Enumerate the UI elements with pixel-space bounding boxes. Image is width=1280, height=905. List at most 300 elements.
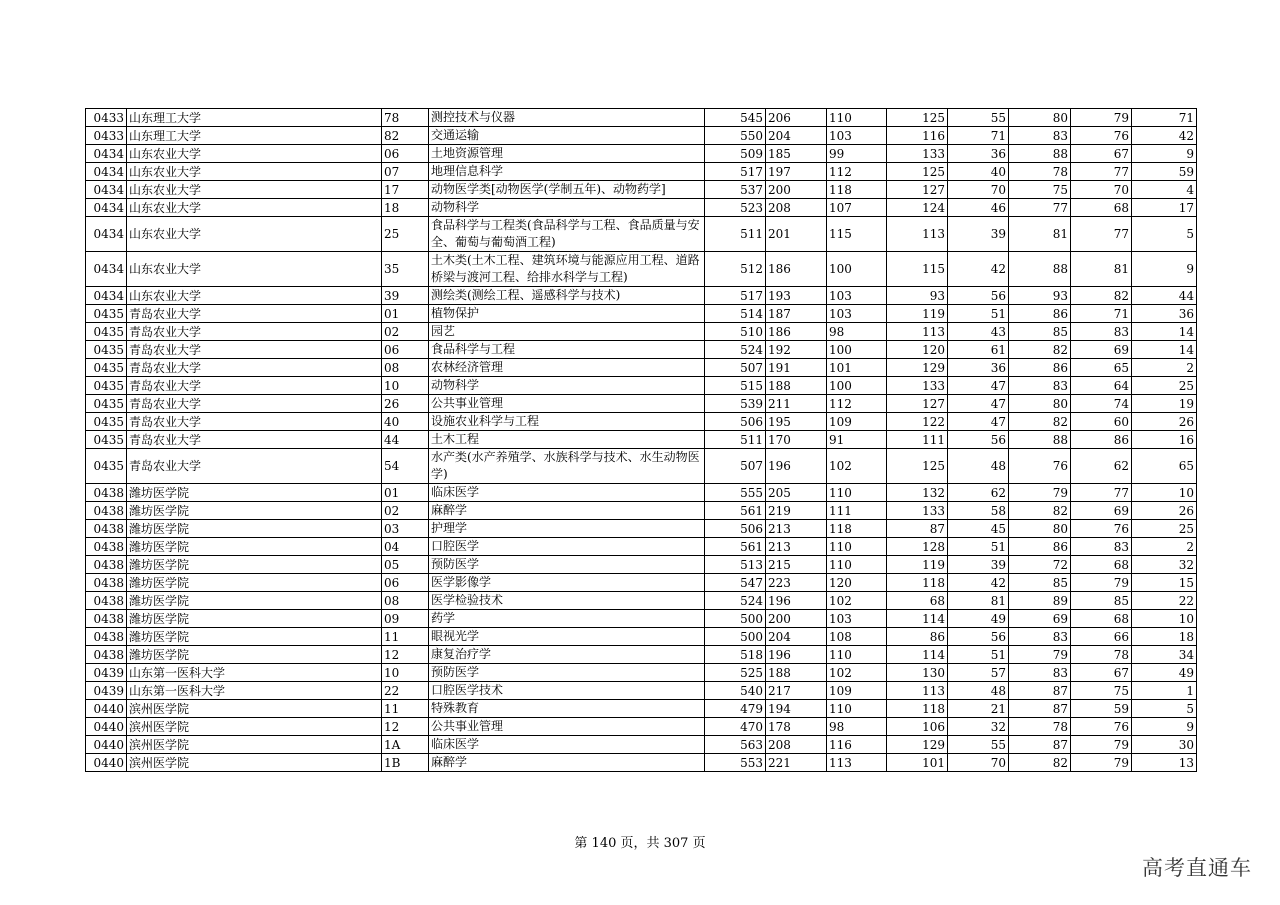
score-a-cell: 221 (766, 754, 827, 772)
score-g-cell: 9 (1132, 718, 1197, 736)
major-name-cell: 动物科学 (429, 377, 705, 395)
table-row (86, 217, 1197, 252)
score-c-cell: 93 (887, 287, 948, 305)
score-total-cell: 507 (705, 359, 766, 377)
score-c-cell: 125 (887, 163, 948, 181)
score-d-cell: 47 (948, 413, 1009, 431)
score-g-cell: 26 (1132, 502, 1197, 520)
table-row (86, 754, 1197, 772)
major-code-cell: 12 (382, 718, 429, 736)
score-d-cell: 47 (948, 395, 1009, 413)
score-b-cell: 98 (827, 323, 887, 341)
score-b-cell: 101 (827, 359, 887, 377)
major-name-cell: 动物科学 (429, 199, 705, 217)
major-code-cell: 02 (382, 323, 429, 341)
score-f-cell: 76 (1071, 520, 1132, 538)
major-code-cell: 11 (382, 700, 429, 718)
score-e-cell: 82 (1009, 413, 1071, 431)
score-d-cell: 56 (948, 628, 1009, 646)
score-d-cell: 45 (948, 520, 1009, 538)
score-c-cell: 129 (887, 359, 948, 377)
score-f-cell: 77 (1071, 484, 1132, 502)
major-code-cell: 10 (382, 377, 429, 395)
score-total-cell: 507 (705, 449, 766, 484)
score-total-cell: 506 (705, 520, 766, 538)
school-code-cell: 0434 (86, 199, 127, 217)
score-d-cell: 58 (948, 502, 1009, 520)
score-a-cell: 196 (766, 646, 827, 664)
score-c-cell: 68 (887, 592, 948, 610)
school-code-cell: 0435 (86, 323, 127, 341)
major-code-cell: 11 (382, 628, 429, 646)
score-d-cell: 21 (948, 700, 1009, 718)
school-name-cell: 滨州医学院 (127, 700, 382, 718)
score-a-cell: 205 (766, 484, 827, 502)
score-g-cell: 5 (1132, 217, 1197, 252)
score-e-cell: 82 (1009, 754, 1071, 772)
table-row (86, 646, 1197, 664)
score-d-cell: 36 (948, 145, 1009, 163)
table-row (86, 252, 1197, 287)
score-e-cell: 85 (1009, 574, 1071, 592)
major-code-cell: 08 (382, 592, 429, 610)
school-name-cell: 青岛农业大学 (127, 377, 382, 395)
major-name-cell: 眼视光学 (429, 628, 705, 646)
score-total-cell: 513 (705, 556, 766, 574)
score-a-cell: 193 (766, 287, 827, 305)
score-b-cell: 102 (827, 449, 887, 484)
major-code-cell: 26 (382, 395, 429, 413)
school-name-cell: 青岛农业大学 (127, 395, 382, 413)
school-name-cell: 山东农业大学 (127, 287, 382, 305)
admission-score-table (85, 108, 1197, 772)
score-e-cell: 80 (1009, 395, 1071, 413)
score-f-cell: 70 (1071, 181, 1132, 199)
score-g-cell: 18 (1132, 628, 1197, 646)
major-code-cell: 82 (382, 127, 429, 145)
major-code-cell: 1A (382, 736, 429, 754)
score-e-cell: 80 (1009, 520, 1071, 538)
score-a-cell: 187 (766, 305, 827, 323)
score-d-cell: 48 (948, 682, 1009, 700)
score-a-cell: 170 (766, 431, 827, 449)
score-b-cell: 113 (827, 754, 887, 772)
major-name-cell: 口腔医学 (429, 538, 705, 556)
major-code-cell: 12 (382, 646, 429, 664)
table-row (86, 127, 1197, 145)
major-code-cell: 08 (382, 359, 429, 377)
score-total-cell: 517 (705, 163, 766, 181)
school-code-cell: 0435 (86, 341, 127, 359)
school-name-cell: 青岛农业大学 (127, 359, 382, 377)
score-d-cell: 46 (948, 199, 1009, 217)
table-row (86, 610, 1197, 628)
score-f-cell: 71 (1071, 305, 1132, 323)
score-d-cell: 49 (948, 610, 1009, 628)
school-name-cell: 山东农业大学 (127, 145, 382, 163)
score-e-cell: 85 (1009, 323, 1071, 341)
score-total-cell: 512 (705, 252, 766, 287)
school-name-cell: 青岛农业大学 (127, 431, 382, 449)
major-code-cell: 01 (382, 484, 429, 502)
score-b-cell: 107 (827, 199, 887, 217)
major-name-cell: 临床医学 (429, 484, 705, 502)
score-a-cell: 206 (766, 109, 827, 127)
page-footer: 第 140 页，共 307 页 (574, 836, 706, 851)
score-total-cell: 500 (705, 628, 766, 646)
score-f-cell: 77 (1071, 163, 1132, 181)
major-code-cell: 35 (382, 252, 429, 287)
score-e-cell: 82 (1009, 341, 1071, 359)
table-row (86, 413, 1197, 431)
score-g-cell: 9 (1132, 252, 1197, 287)
major-name-cell: 预防医学 (429, 664, 705, 682)
table-row (86, 736, 1197, 754)
school-name-cell: 滨州医学院 (127, 736, 382, 754)
score-f-cell: 66 (1071, 628, 1132, 646)
score-f-cell: 74 (1071, 395, 1132, 413)
school-code-cell: 0438 (86, 538, 127, 556)
major-code-cell: 17 (382, 181, 429, 199)
score-e-cell: 93 (1009, 287, 1071, 305)
score-c-cell: 132 (887, 484, 948, 502)
school-name-cell: 潍坊医学院 (127, 556, 382, 574)
score-total-cell: 550 (705, 127, 766, 145)
score-a-cell: 186 (766, 252, 827, 287)
score-d-cell: 42 (948, 252, 1009, 287)
major-name-cell: 医学影像学 (429, 574, 705, 592)
score-e-cell: 82 (1009, 502, 1071, 520)
score-e-cell: 69 (1009, 610, 1071, 628)
school-name-cell: 潍坊医学院 (127, 502, 382, 520)
school-code-cell: 0435 (86, 359, 127, 377)
table-row (86, 556, 1197, 574)
score-e-cell: 87 (1009, 736, 1071, 754)
major-code-cell: 1B (382, 754, 429, 772)
major-code-cell: 18 (382, 199, 429, 217)
score-b-cell: 111 (827, 502, 887, 520)
score-b-cell: 110 (827, 556, 887, 574)
school-code-cell: 0440 (86, 754, 127, 772)
score-c-cell: 133 (887, 502, 948, 520)
score-e-cell: 75 (1009, 181, 1071, 199)
score-c-cell: 122 (887, 413, 948, 431)
score-total-cell: 539 (705, 395, 766, 413)
score-f-cell: 68 (1071, 556, 1132, 574)
score-e-cell: 88 (1009, 252, 1071, 287)
major-name-cell: 临床医学 (429, 736, 705, 754)
score-g-cell: 16 (1132, 431, 1197, 449)
score-total-cell: 500 (705, 610, 766, 628)
score-g-cell: 25 (1132, 520, 1197, 538)
score-e-cell: 83 (1009, 664, 1071, 682)
major-code-cell: 06 (382, 341, 429, 359)
score-b-cell: 100 (827, 341, 887, 359)
score-a-cell: 178 (766, 718, 827, 736)
score-b-cell: 108 (827, 628, 887, 646)
table-row (86, 287, 1197, 305)
score-c-cell: 113 (887, 323, 948, 341)
score-e-cell: 88 (1009, 145, 1071, 163)
score-g-cell: 2 (1132, 538, 1197, 556)
table-row (86, 341, 1197, 359)
major-code-cell: 40 (382, 413, 429, 431)
major-name-cell: 土木工程 (429, 431, 705, 449)
score-f-cell: 68 (1071, 610, 1132, 628)
score-c-cell: 128 (887, 538, 948, 556)
school-code-cell: 0438 (86, 556, 127, 574)
score-f-cell: 78 (1071, 646, 1132, 664)
table-row (86, 199, 1197, 217)
score-total-cell: 553 (705, 754, 766, 772)
table-row (86, 718, 1197, 736)
major-code-cell: 07 (382, 163, 429, 181)
school-code-cell: 0434 (86, 287, 127, 305)
score-a-cell: 204 (766, 127, 827, 145)
score-a-cell: 204 (766, 628, 827, 646)
score-b-cell: 100 (827, 377, 887, 395)
score-d-cell: 61 (948, 341, 1009, 359)
table-row (86, 395, 1197, 413)
score-total-cell: 537 (705, 181, 766, 199)
score-a-cell: 194 (766, 700, 827, 718)
school-name-cell: 青岛农业大学 (127, 449, 382, 484)
score-a-cell: 188 (766, 377, 827, 395)
school-code-cell: 0440 (86, 736, 127, 754)
major-code-cell: 03 (382, 520, 429, 538)
school-name-cell: 山东农业大学 (127, 181, 382, 199)
major-name-cell: 公共事业管理 (429, 718, 705, 736)
major-code-cell: 04 (382, 538, 429, 556)
table-row (86, 145, 1197, 163)
score-g-cell: 17 (1132, 199, 1197, 217)
major-name-cell: 食品科学与工程 (429, 341, 705, 359)
major-code-cell: 25 (382, 217, 429, 252)
score-a-cell: 200 (766, 610, 827, 628)
score-total-cell: 479 (705, 700, 766, 718)
table-row (86, 109, 1197, 127)
score-d-cell: 81 (948, 592, 1009, 610)
score-g-cell: 25 (1132, 377, 1197, 395)
score-total-cell: 525 (705, 664, 766, 682)
score-f-cell: 59 (1071, 700, 1132, 718)
major-name-cell: 康复治疗学 (429, 646, 705, 664)
school-code-cell: 0439 (86, 682, 127, 700)
score-f-cell: 79 (1071, 109, 1132, 127)
major-name-cell: 测控技术与仪器 (429, 109, 705, 127)
score-b-cell: 110 (827, 700, 887, 718)
major-name-cell: 麻醉学 (429, 502, 705, 520)
score-c-cell: 116 (887, 127, 948, 145)
score-a-cell: 201 (766, 217, 827, 252)
score-g-cell: 2 (1132, 359, 1197, 377)
score-g-cell: 32 (1132, 556, 1197, 574)
major-name-cell: 动物医学类[动物医学(学制五年)、动物药学] (429, 181, 705, 199)
major-code-cell: 39 (382, 287, 429, 305)
score-f-cell: 77 (1071, 217, 1132, 252)
major-code-cell: 05 (382, 556, 429, 574)
score-g-cell: 71 (1132, 109, 1197, 127)
score-total-cell: 509 (705, 145, 766, 163)
score-e-cell: 87 (1009, 700, 1071, 718)
score-e-cell: 86 (1009, 359, 1071, 377)
score-b-cell: 110 (827, 646, 887, 664)
school-name-cell: 山东第一医科大学 (127, 664, 382, 682)
score-f-cell: 62 (1071, 449, 1132, 484)
score-a-cell: 223 (766, 574, 827, 592)
score-c-cell: 127 (887, 181, 948, 199)
table-row (86, 181, 1197, 199)
score-d-cell: 40 (948, 163, 1009, 181)
major-name-cell: 医学检验技术 (429, 592, 705, 610)
score-f-cell: 85 (1071, 592, 1132, 610)
score-f-cell: 67 (1071, 145, 1132, 163)
score-g-cell: 1 (1132, 682, 1197, 700)
score-g-cell: 14 (1132, 341, 1197, 359)
major-name-cell: 麻醉学 (429, 754, 705, 772)
school-name-cell: 山东理工大学 (127, 127, 382, 145)
score-total-cell: 524 (705, 341, 766, 359)
score-f-cell: 75 (1071, 682, 1132, 700)
score-e-cell: 88 (1009, 431, 1071, 449)
major-name-cell: 土地资源管理 (429, 145, 705, 163)
score-total-cell: 523 (705, 199, 766, 217)
score-g-cell: 4 (1132, 181, 1197, 199)
major-name-cell: 测绘类(测绘工程、遥感科学与技术) (429, 287, 705, 305)
score-total-cell: 518 (705, 646, 766, 664)
school-name-cell: 潍坊医学院 (127, 628, 382, 646)
score-d-cell: 36 (948, 359, 1009, 377)
score-c-cell: 133 (887, 145, 948, 163)
score-g-cell: 30 (1132, 736, 1197, 754)
score-b-cell: 110 (827, 484, 887, 502)
score-f-cell: 69 (1071, 502, 1132, 520)
score-c-cell: 125 (887, 449, 948, 484)
table-row (86, 628, 1197, 646)
school-name-cell: 山东农业大学 (127, 217, 382, 252)
table-row (86, 323, 1197, 341)
score-f-cell: 76 (1071, 718, 1132, 736)
score-e-cell: 76 (1009, 449, 1071, 484)
score-e-cell: 83 (1009, 377, 1071, 395)
score-e-cell: 79 (1009, 646, 1071, 664)
school-code-cell: 0434 (86, 252, 127, 287)
score-g-cell: 44 (1132, 287, 1197, 305)
school-code-cell: 0435 (86, 449, 127, 484)
major-code-cell: 06 (382, 145, 429, 163)
score-e-cell: 89 (1009, 592, 1071, 610)
score-d-cell: 70 (948, 754, 1009, 772)
score-f-cell: 68 (1071, 199, 1132, 217)
major-name-cell: 公共事业管理 (429, 395, 705, 413)
score-d-cell: 32 (948, 718, 1009, 736)
score-d-cell: 71 (948, 127, 1009, 145)
school-name-cell: 山东理工大学 (127, 109, 382, 127)
score-c-cell: 101 (887, 754, 948, 772)
major-name-cell: 设施农业科学与工程 (429, 413, 705, 431)
score-g-cell: 10 (1132, 484, 1197, 502)
score-a-cell: 215 (766, 556, 827, 574)
school-code-cell: 0434 (86, 145, 127, 163)
school-name-cell: 山东农业大学 (127, 252, 382, 287)
score-b-cell: 116 (827, 736, 887, 754)
school-code-cell: 0438 (86, 574, 127, 592)
score-a-cell: 208 (766, 199, 827, 217)
score-total-cell: 470 (705, 718, 766, 736)
score-c-cell: 86 (887, 628, 948, 646)
major-code-cell: 02 (382, 502, 429, 520)
score-b-cell: 103 (827, 127, 887, 145)
score-f-cell: 60 (1071, 413, 1132, 431)
score-c-cell: 127 (887, 395, 948, 413)
score-c-cell: 114 (887, 610, 948, 628)
school-code-cell: 0435 (86, 413, 127, 431)
table-row (86, 431, 1197, 449)
school-code-cell: 0438 (86, 592, 127, 610)
table-row (86, 484, 1197, 502)
table-row (86, 163, 1197, 181)
school-code-cell: 0440 (86, 718, 127, 736)
score-a-cell: 197 (766, 163, 827, 181)
major-name-cell: 药学 (429, 610, 705, 628)
school-name-cell: 山东农业大学 (127, 199, 382, 217)
score-b-cell: 99 (827, 145, 887, 163)
school-code-cell: 0438 (86, 484, 127, 502)
score-g-cell: 36 (1132, 305, 1197, 323)
score-d-cell: 43 (948, 323, 1009, 341)
score-b-cell: 103 (827, 610, 887, 628)
score-b-cell: 100 (827, 252, 887, 287)
score-f-cell: 79 (1071, 574, 1132, 592)
school-code-cell: 0434 (86, 217, 127, 252)
score-c-cell: 111 (887, 431, 948, 449)
watermark-text: 高考直通车 (1142, 856, 1252, 880)
score-a-cell: 208 (766, 736, 827, 754)
school-code-cell: 0434 (86, 163, 127, 181)
school-name-cell: 潍坊医学院 (127, 520, 382, 538)
score-g-cell: 14 (1132, 323, 1197, 341)
table-row (86, 359, 1197, 377)
score-f-cell: 86 (1071, 431, 1132, 449)
score-f-cell: 79 (1071, 754, 1132, 772)
major-name-cell: 特殊教育 (429, 700, 705, 718)
score-c-cell: 87 (887, 520, 948, 538)
score-d-cell: 57 (948, 664, 1009, 682)
school-code-cell: 0440 (86, 700, 127, 718)
school-name-cell: 青岛农业大学 (127, 305, 382, 323)
score-d-cell: 51 (948, 646, 1009, 664)
score-a-cell: 213 (766, 520, 827, 538)
score-f-cell: 69 (1071, 341, 1132, 359)
score-e-cell: 79 (1009, 484, 1071, 502)
score-g-cell: 19 (1132, 395, 1197, 413)
score-d-cell: 47 (948, 377, 1009, 395)
score-b-cell: 109 (827, 413, 887, 431)
score-total-cell: 563 (705, 736, 766, 754)
score-c-cell: 133 (887, 377, 948, 395)
score-b-cell: 103 (827, 287, 887, 305)
score-c-cell: 124 (887, 199, 948, 217)
score-total-cell: 515 (705, 377, 766, 395)
score-f-cell: 83 (1071, 538, 1132, 556)
score-c-cell: 130 (887, 664, 948, 682)
school-name-cell: 潍坊医学院 (127, 484, 382, 502)
score-d-cell: 56 (948, 431, 1009, 449)
score-a-cell: 219 (766, 502, 827, 520)
score-e-cell: 83 (1009, 628, 1071, 646)
school-code-cell: 0439 (86, 664, 127, 682)
table-row (86, 502, 1197, 520)
